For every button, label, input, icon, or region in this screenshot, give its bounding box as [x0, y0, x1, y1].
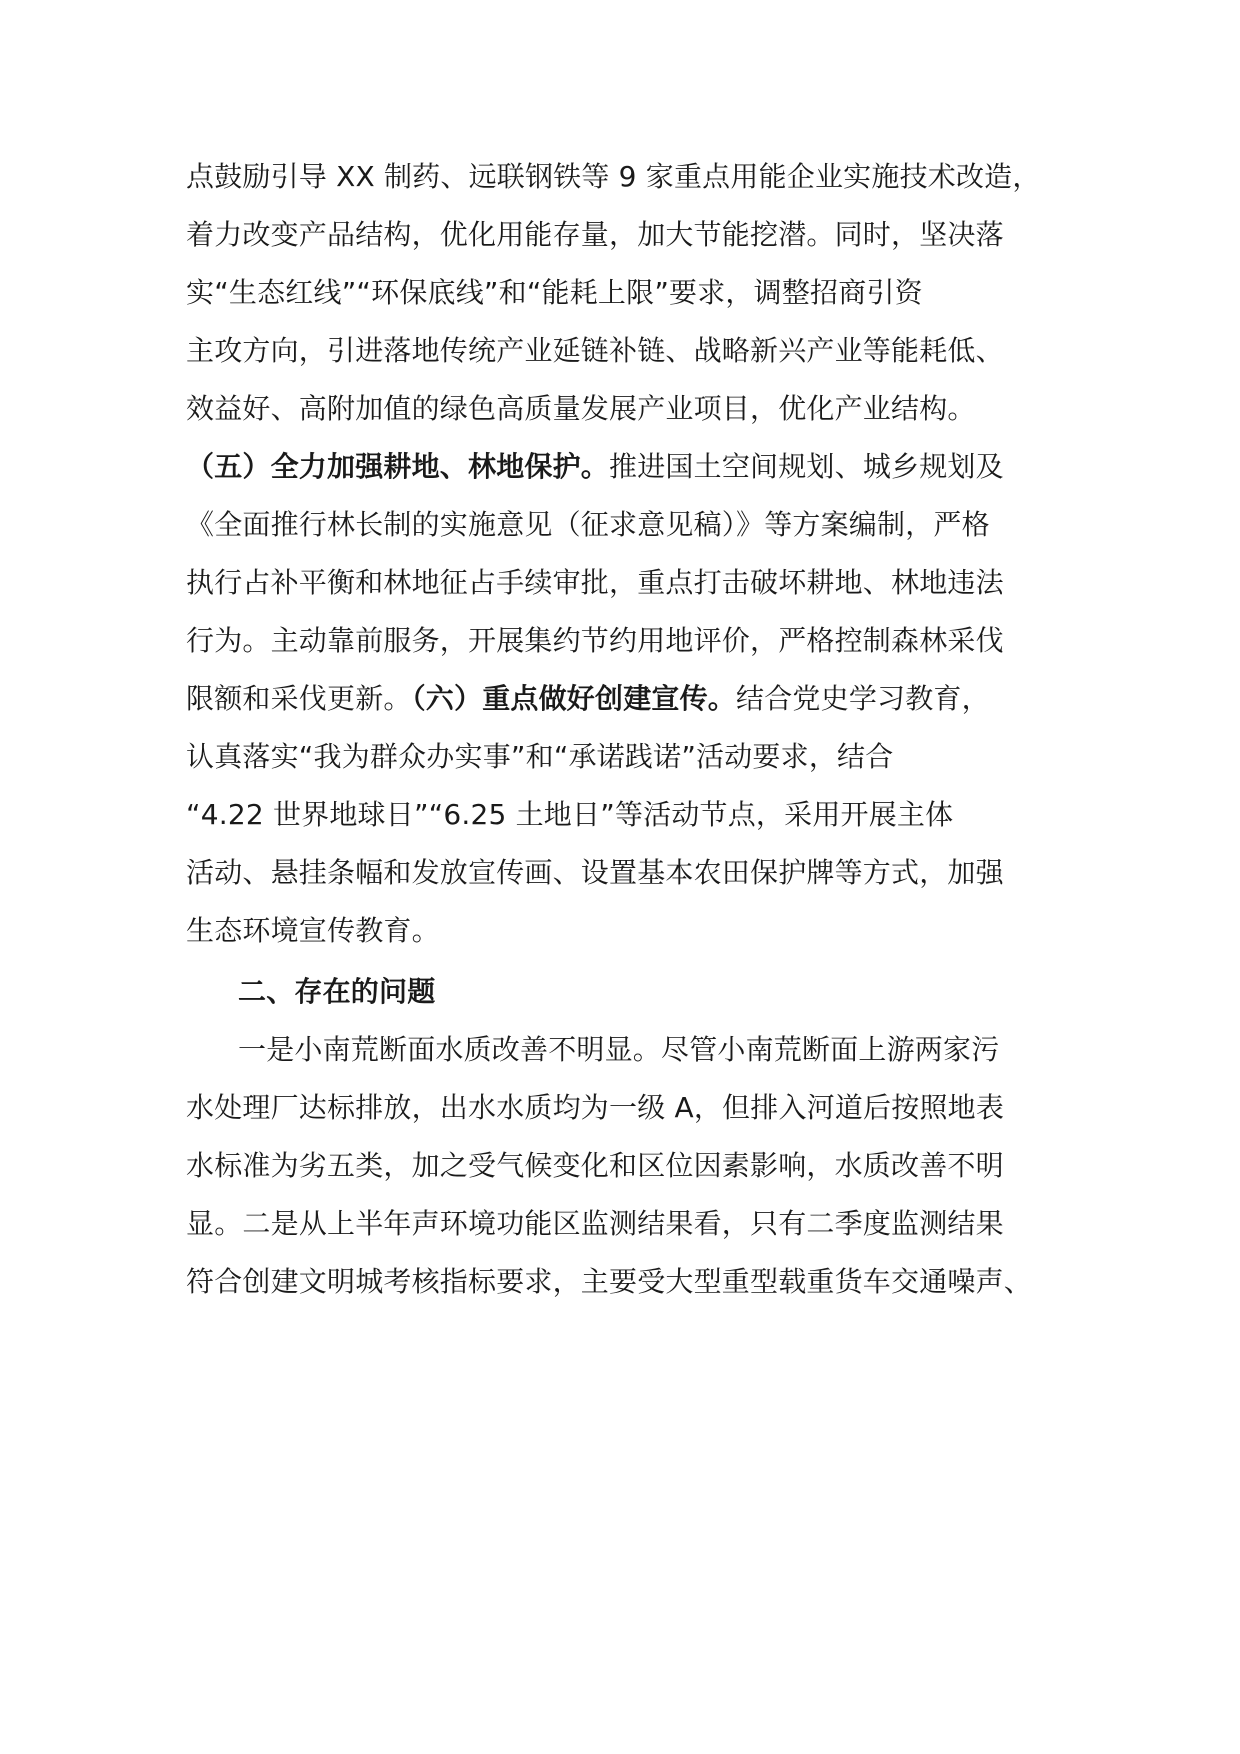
- paragraph-line: 《全面推行林长制的实施意见（征求意见稿）》等方案编制，严格: [186, 508, 990, 541]
- paragraph-line: 生态环境宣传教育。: [186, 914, 440, 947]
- paragraph-line: 行为。主动靠前服务，开展集约节约用地评价，严格控制森林采伐: [186, 624, 1004, 657]
- section-title: 二、存在的问题: [238, 975, 436, 1008]
- paragraph-line: 主攻方向，引进落地传统产业延链补链、战略新兴产业等能耗低、: [186, 334, 1004, 367]
- paragraph-line: 限额和采伐更新。（六）重点做好创建宣传。结合党史学习教育，: [186, 682, 990, 715]
- paragraph-line: 着力改变产品结构，优化用能存量，加大节能挖潜。同时，坚决落: [186, 218, 1004, 251]
- paragraph-line: 执行占补平衡和林地征占手续审批，重点打击破坏耕地、林地违法: [186, 566, 1004, 599]
- section-heading-6: （六）重点做好创建宣传。: [411, 682, 737, 715]
- section-heading-5: （五）全力加强耕地、林地保护。: [186, 450, 610, 483]
- paragraph-line: 水标准为劣五类，加之受气候变化和区位因素影响，水质改善不明: [186, 1149, 1004, 1182]
- paragraph-line: 实“生态红线”“环保底线”和“能耗上限”要求，调整招商引资: [186, 276, 923, 309]
- paragraph-line: 符合创建文明城考核指标要求，主要受大型重型载重货车交通噪声、: [186, 1265, 1033, 1298]
- paragraph-line: 点鼓励引导 XX 制药、远联钢铁等 9 家重点用能企业实施技术改造，: [186, 160, 1041, 193]
- paragraph-line: 效益好、高附加值的绿色高质量发展产业项目，优化产业结构。: [186, 392, 976, 425]
- paragraph-line: “4.22 世界地球日”“6.25 土地日”等活动节点，采用开展主体: [186, 798, 954, 831]
- paragraph-line: 显。二是从上半年声环境功能区监测结果看，只有二季度监测结果: [186, 1207, 1004, 1240]
- paragraph-line: 一是小南荒断面水质改善不明显。尽管小南荒断面上游两家污: [238, 1033, 1000, 1066]
- paragraph-line: 水处理厂达标排放，出水水质均为一级 A，但排入河道后按照地表: [186, 1091, 1005, 1124]
- paragraph-line: 活动、悬挂条幅和发放宣传画、设置基本农田保护牌等方式，加强: [186, 856, 1004, 889]
- paragraph-line: 认真落实“我为群众办实事”和“承诺践诺”活动要求，结合: [186, 740, 894, 773]
- paragraph-line: （五）全力加强耕地、林地保护。推进国土空间规划、城乡规划及: [186, 450, 1004, 483]
